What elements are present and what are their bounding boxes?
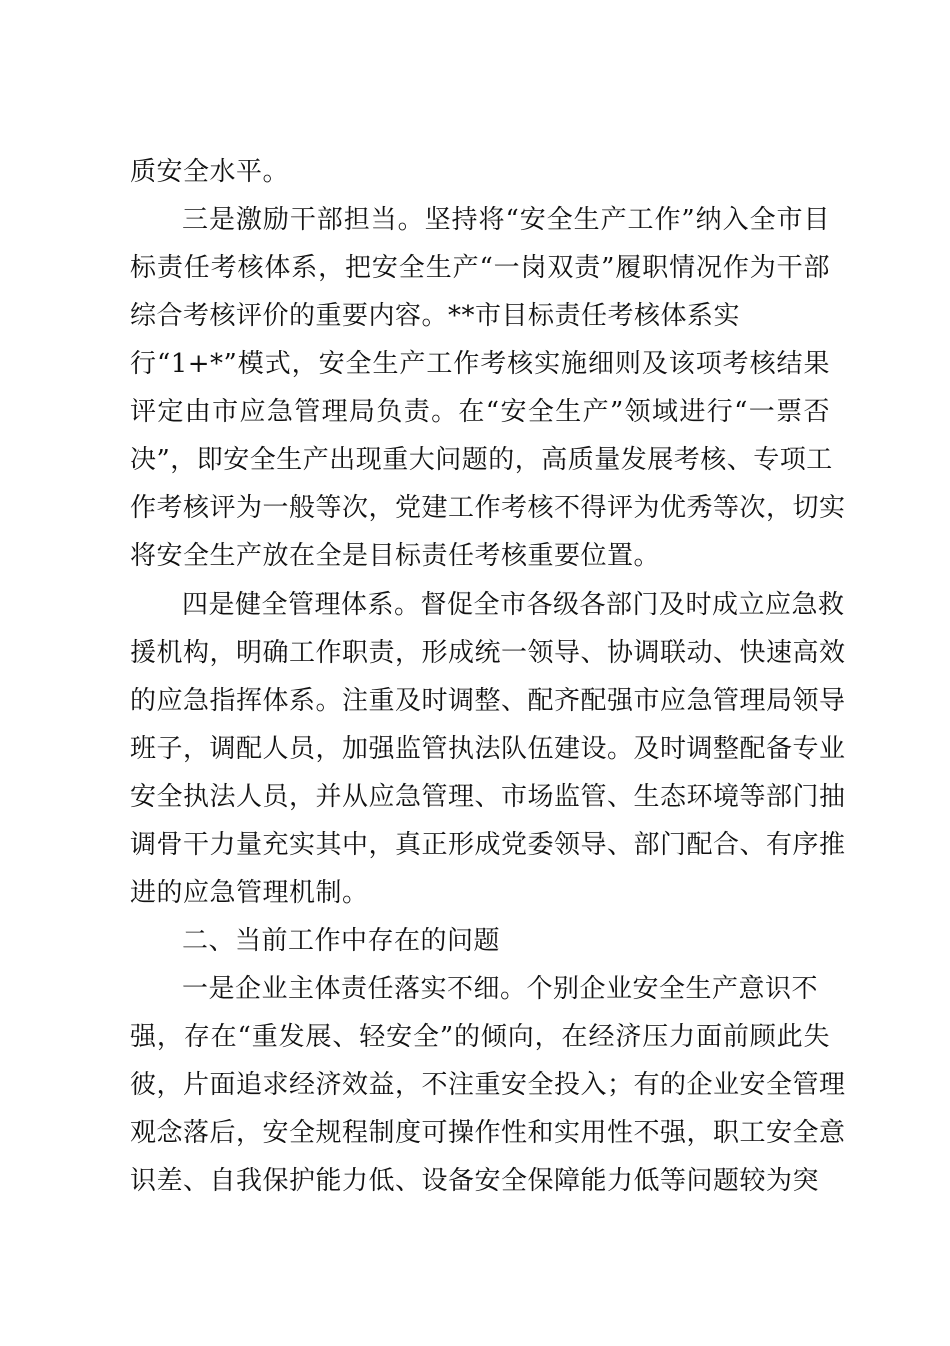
text-line-6: 评定由市应急管理局负责。在“安全生产”领域进行“一票否 [130, 397, 830, 427]
text-line-5: 行“1+*”模式，安全生产工作考核实施细则及该项考核结果 [130, 349, 830, 379]
text-line-8: 作考核评为一般等次，党建工作考核不得评为优秀等次，切实 [130, 493, 846, 523]
text-line-19: 强，存在“重发展、轻安全”的倾向，在经济压力面前顾此失 [130, 1022, 830, 1052]
text-line-15: 调骨干力量充实其中，真正形成党委领导、部门配合、有序推 [130, 830, 846, 860]
text-line-10: 四是健全管理体系。督促全市各级各部门及时成立应急救 [182, 590, 845, 620]
text-line-1: 质安全水平。 [130, 157, 290, 187]
text-line-11: 援机构，明确工作职责，形成统一领导、协调联动、快速高效 [130, 638, 846, 668]
text-line-14: 安全执法人员，并从应急管理、市场监管、生态环境等部门抽 [130, 782, 846, 812]
text-line-7: 决”，即安全生产出现重大问题的，高质量发展考核、专项工 [130, 445, 833, 475]
text-line-9: 将安全生产放在全是目标责任考核重要位置。 [130, 541, 661, 571]
text-line-21: 观念落后，安全规程制度可操作性和实用性不强，职工安全意 [130, 1118, 846, 1148]
text-line-16: 进的应急管理机制。 [130, 878, 369, 908]
text-line-13: 班子，调配人员，加强监管执法队伍建设。及时调整配备专业 [130, 734, 846, 764]
text-line-3: 标责任考核体系，把安全生产“一岗双责”履职情况作为干部 [130, 253, 830, 283]
text-line-2: 三是激励干部担当。坚持将“安全生产工作”纳入全市目 [182, 205, 830, 235]
text-line-18: 一是企业主体责任落实不细。个别企业安全生产意识不 [182, 974, 819, 1004]
text-line-4: 综合考核评价的重要内容。**市目标责任考核体系实 [130, 301, 741, 331]
text-line-20: 彼，片面追求经济效益，不注重安全投入；有的企业安全管理 [130, 1070, 846, 1100]
section-heading: 二、当前工作中存在的问题 [182, 926, 501, 956]
text-line-22: 识差、自我保护能力低、设备安全保障能力低等问题较为突 [130, 1166, 820, 1196]
text-line-12: 的应急指挥体系。注重及时调整、配齐配强市应急管理局领导 [130, 686, 846, 716]
